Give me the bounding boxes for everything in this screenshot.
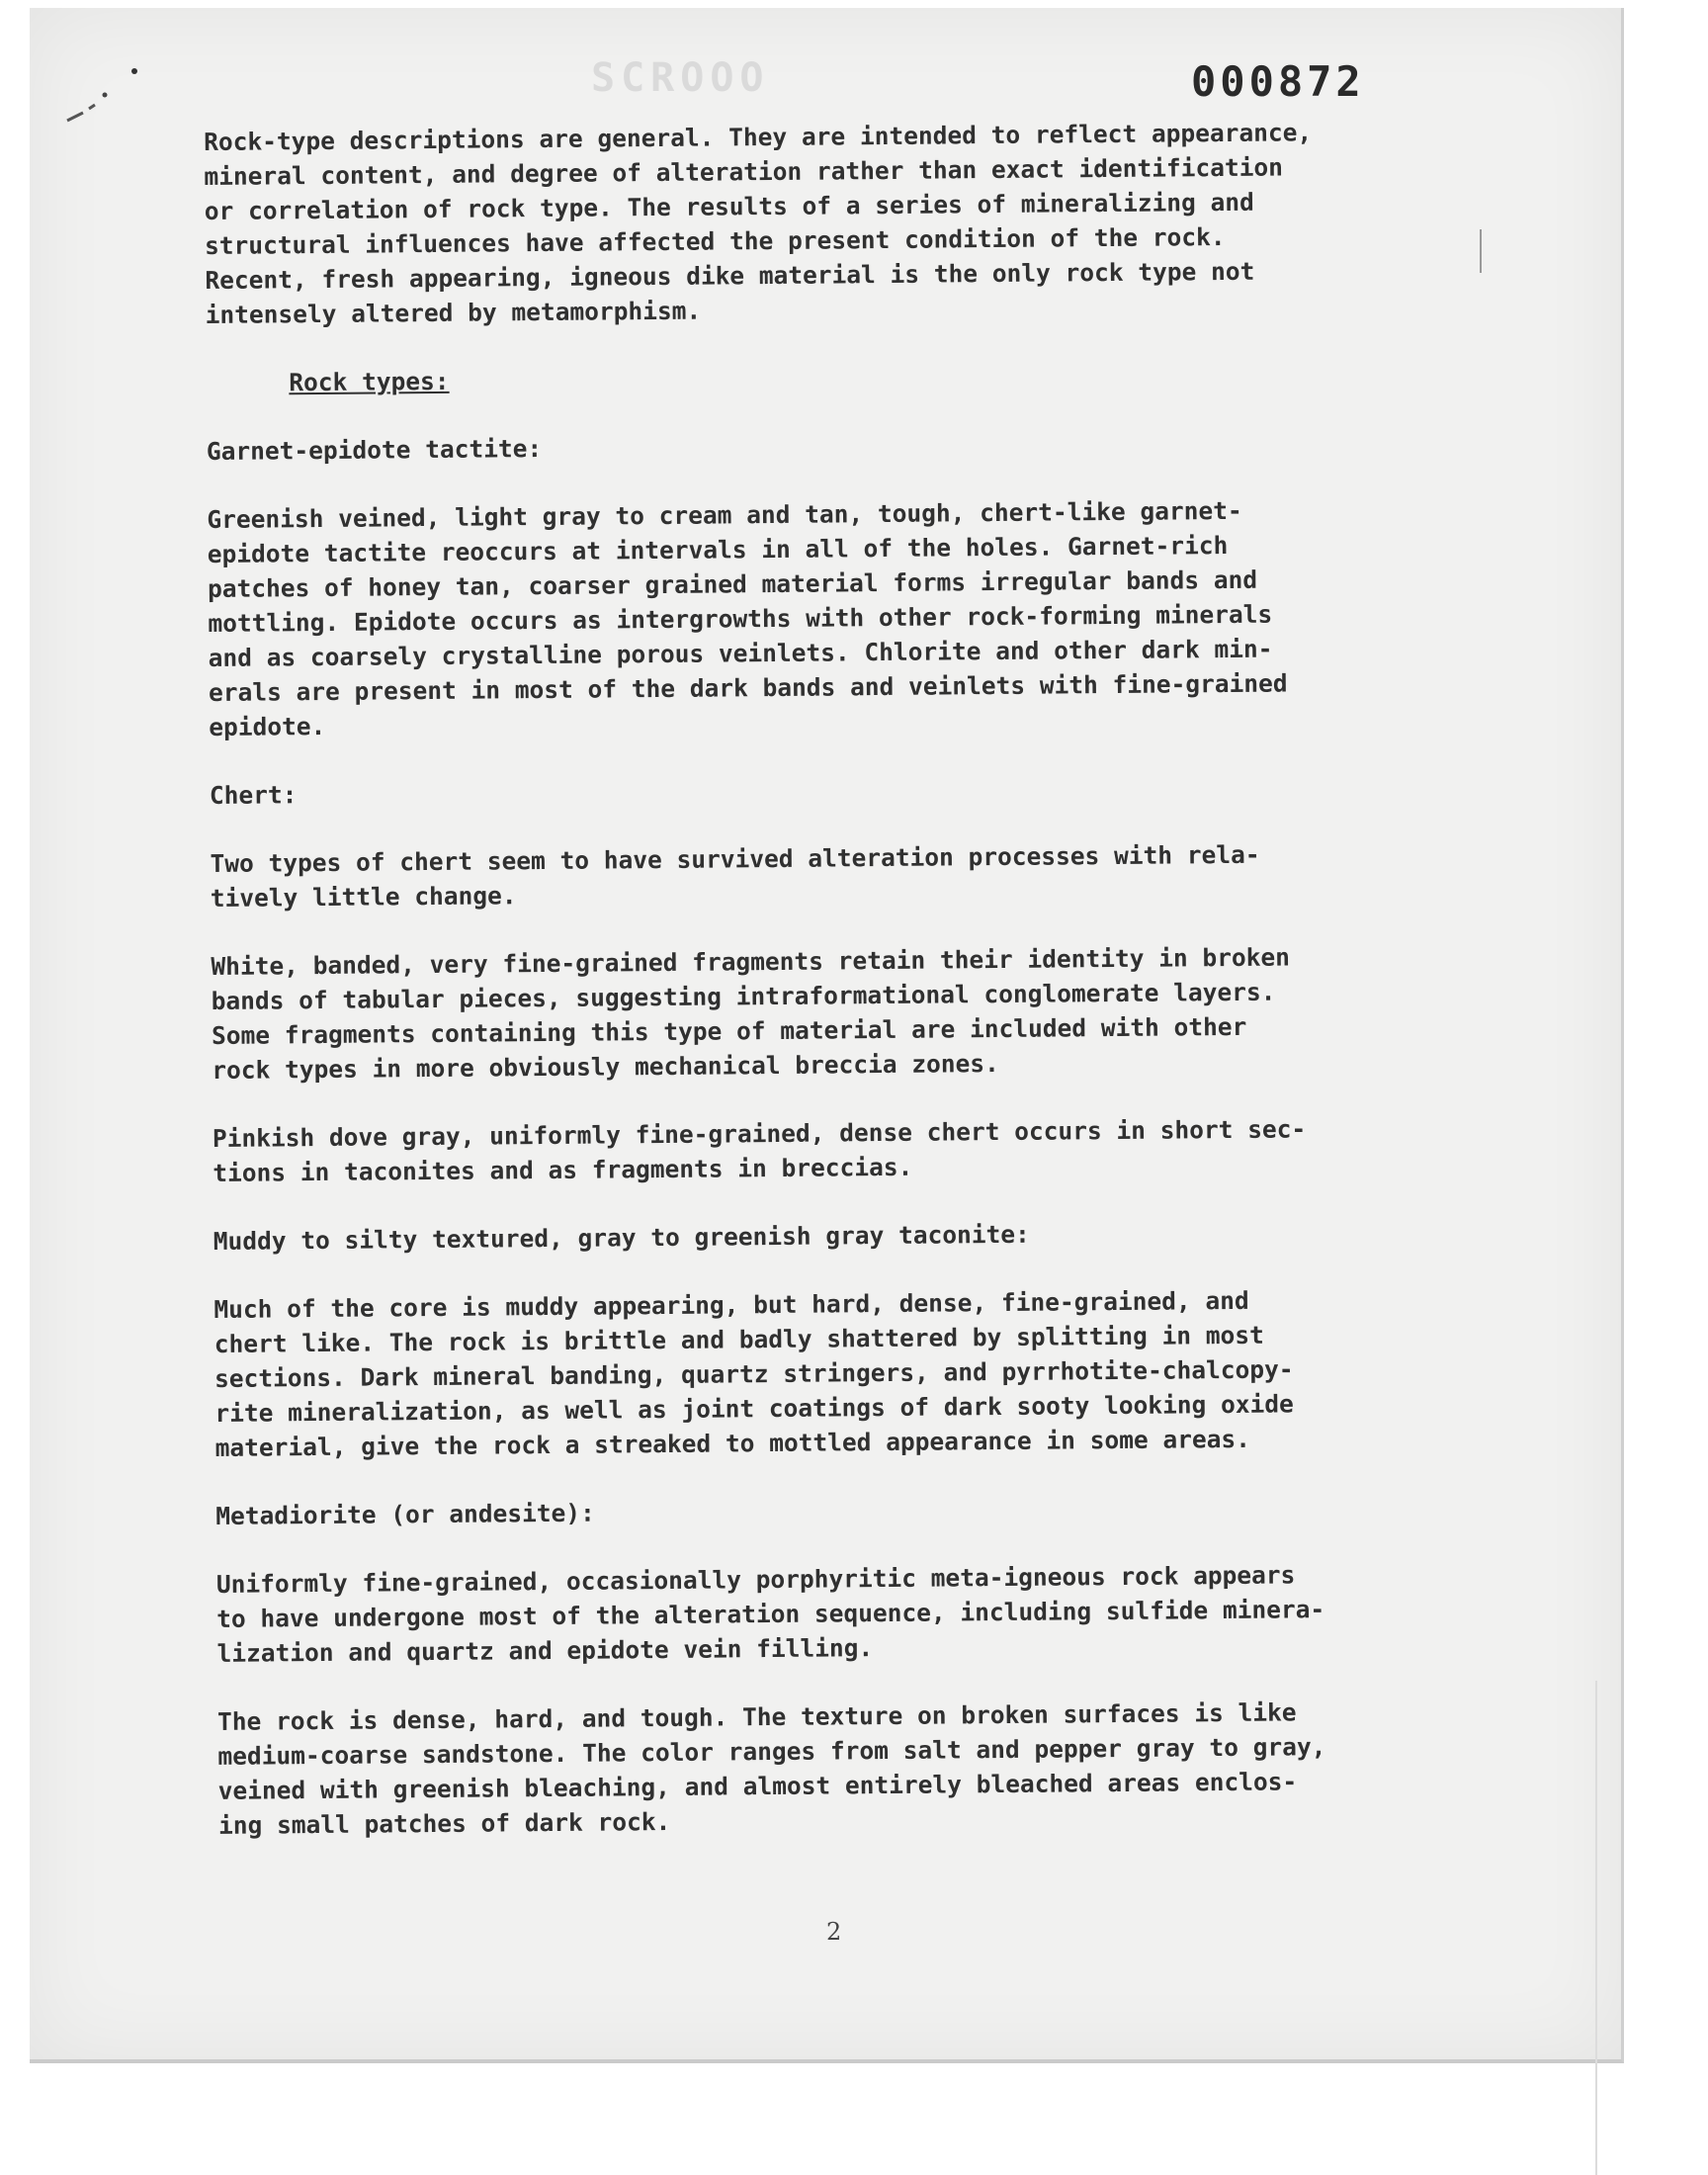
- chert-paragraph-1: Two types of chert seem to have survived alteration processes with rela- tively little change.: [210, 839, 1260, 913]
- section-heading: Rock types:: [289, 366, 450, 397]
- metadiorite-paragraph-1: Uniformly fine-grained, occasionally porphyritic meta-igneous rock appears to have undergone most of the alteration sequence, including sulfide minera- lization and quartz and epidote vein filling.: [215, 1560, 1325, 1668]
- chert-heading: Chert:: [209, 780, 298, 810]
- taconite-heading: Muddy to silty textured, gray to greenish gray taconite:: [213, 1219, 1030, 1256]
- chert-paragraph-2: White, banded, very fine-grained fragments retain their identity in broken bands of tabular pieces, suggesting intraformational conglomerate layers. Some fragments containing this type of material are included with other rock types in more obviously mechanical breccia zones.: [211, 942, 1291, 1085]
- page-number: 2: [826, 1918, 842, 1946]
- chert-paragraph-3: Pinkish dove gray, uniformly fine-grained, dense chert occurs in short sec- tions in taconites and as fragments in breccias.: [212, 1114, 1307, 1187]
- metadiorite-paragraph-2: The rock is dense, hard, and tough. The texture on broken surfaces is like medium-coarse sandstone. The color ranges from salt and pepper gray to gray, veined with greenish bleaching, and almost entirely bleached areas enclos- ing small patches of dark rock.: [216, 1697, 1326, 1840]
- document-number: 000872: [1191, 57, 1365, 106]
- scan-edge-line: [1595, 1681, 1597, 2175]
- metadiorite-heading: Metadiorite (or andesite):: [215, 1498, 595, 1530]
- ghost-stamp: SCROOO: [591, 55, 770, 101]
- document-body: [204, 113, 1543, 1876]
- garnet-heading: Garnet-epidote tactite:: [206, 434, 543, 466]
- intro-paragraph: Rock-type descriptions are general. They are intended to reflect appearance, mineral content, and degree of alteration rather than exact identification or correlation of rock type. The results of a series of mineralizing and structural influences have affected the present condition of the rock. Recent, fresh appearing, igneous dike material is the only rock type not intensely altered by metamorphism.: [204, 118, 1313, 329]
- garnet-paragraph: Greenish veined, light gray to cream and tan, tough, chert-like garnet- epidote tactite reoccurs at intervals in all of the holes. Garnet-rich patches of honey tan, coarser grained material forms irregular bands and mottling. Epidote occurs as intergrowths with other rock-forming minerals and as coarsely crystalline porous veinlets. Chlorite and other dark min- erals are present in most of the dark bands and veinlets with fine-grained epidote.: [207, 495, 1288, 741]
- ink-mark-icon: [65, 65, 144, 125]
- taconite-paragraph: Much of the core is muddy appearing, but hard, dense, fine-grained, and chert like. The rock is brittle and badly shattered by splitting in most sections. Dark mineral banding, quartz stringers, and pyrrhotite-chalcopy- rite mineralization, as well as joint coatings of dark sooty looking oxide material, give the rock a streaked to mottled appearance in some areas.: [214, 1285, 1294, 1462]
